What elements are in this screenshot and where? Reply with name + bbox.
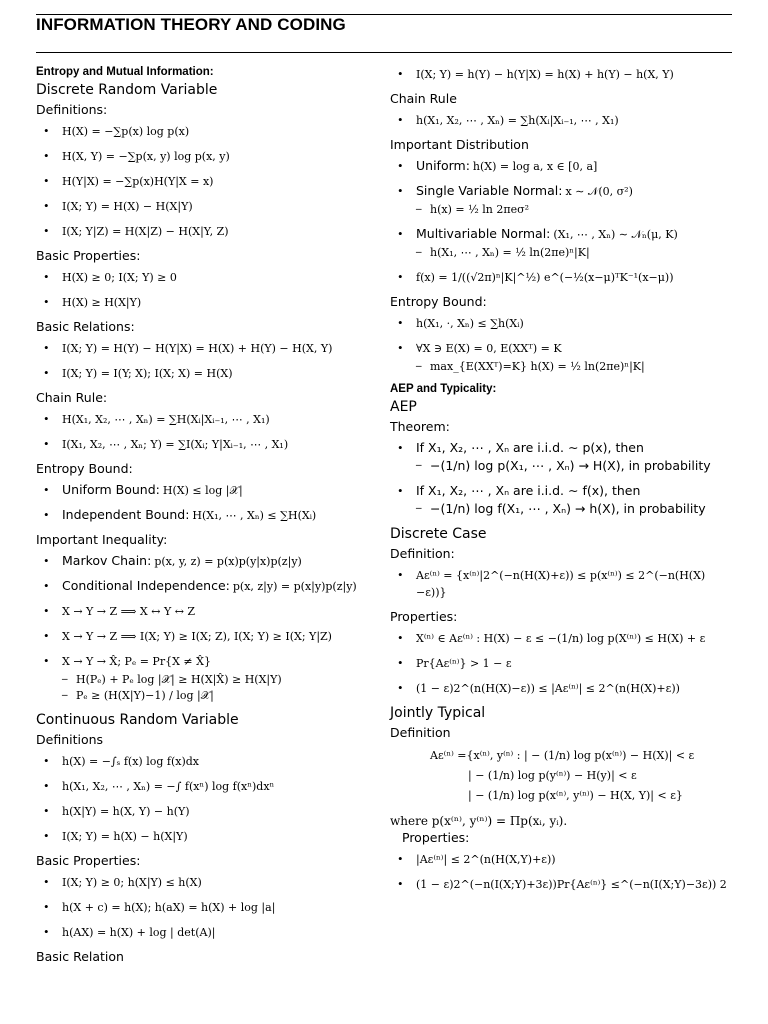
formula: −(1/n) log f(X₁, ⋯ , Xₙ) → h(X), in probability — [430, 501, 706, 516]
theorem-text: If X₁, X₂, ⋯ , Xₙ are i.i.d. ∼ p(x), then — [416, 440, 644, 455]
list-item — [36, 828, 386, 845]
list-item — [36, 899, 386, 916]
heading-chain-rule-cont: Chain Rule — [390, 91, 457, 106]
relations-list — [36, 340, 386, 382]
formula: x ∼ 𝒩(0, σ²) — [565, 185, 633, 198]
formula: I(X₁, X₂, ⋯ , Xₙ; Y) = ∑I(Xᵢ; Y|Xᵢ₋₁, ⋯ , X₁) — [62, 438, 289, 451]
formula: X → Y → Z ⟹ I(X; Y) ≥ I(X; Z), I(X; Y) ≥ I(X; Y|Z) — [62, 630, 332, 643]
formula: Pₑ ≥ (H(X|Y)−1) / log |𝒳| — [76, 689, 214, 702]
list-item — [390, 567, 735, 601]
heading-basic-relations: Basic Relations: — [36, 319, 135, 334]
list-item — [390, 851, 735, 868]
list-item — [390, 226, 735, 261]
sub-item — [62, 688, 386, 704]
formula: p(x, z|y) = p(x|y)p(z|y) — [232, 580, 357, 593]
item-label: Independent Bound: — [62, 507, 190, 522]
list-item — [36, 803, 386, 820]
list-item — [390, 630, 735, 647]
theorem-sublist — [416, 501, 735, 518]
list-item — [390, 440, 735, 475]
list-item — [36, 603, 386, 620]
formula: ∀X ∋ E(X) = 0, E(XXᵀ) = K — [416, 342, 562, 355]
sub-item — [416, 458, 735, 475]
cont-definitions-list — [36, 753, 386, 845]
formula-line: | − (1/n) log p(x⁽ⁿ⁾, y⁽ⁿ⁾) − H(X, Y)| < ε} — [468, 789, 683, 802]
list-item — [36, 269, 386, 286]
list-item — [36, 482, 386, 499]
heading-joint-definition: Definition — [390, 725, 451, 740]
list-item — [390, 158, 735, 175]
formula: I(X; Y) = H(X) − H(X|Y) — [62, 200, 193, 213]
sub-item — [416, 202, 735, 218]
cont-properties-list — [36, 874, 386, 941]
heading-basic-properties: Basic Properties: — [36, 248, 141, 263]
entropy-bound-list — [36, 482, 386, 524]
formula: I(X; Y) = I(Y; X); I(X; X) = H(X) — [62, 367, 233, 380]
document-title: INFORMATION THEORY AND CODING — [36, 15, 346, 34]
theorem-text: If X₁, X₂, ⋯ , Xₙ are i.i.d. ∼ f(x), then — [416, 483, 641, 498]
section-aep: AEP and Typicality: — [390, 383, 497, 395]
formula: Aε⁽ⁿ⁾ = {x⁽ⁿ⁾|2^(−n(H(X)+ε)) ≤ p(x⁽ⁿ⁾) ≤ 2^(−n(H(X)−ε))} — [416, 569, 706, 599]
formula: H(X) = −∑p(x) log p(x) — [62, 125, 190, 138]
sub-item — [416, 501, 735, 518]
heading-cont-definitions: Definitions — [36, 732, 104, 747]
formula: I(X; Y) = h(Y) − h(Y|X) = h(X) + h(Y) − h(X, Y) — [416, 68, 674, 81]
distribution-list — [390, 158, 735, 286]
item-label: Conditional Independence: — [62, 578, 230, 593]
formula-line: Aε⁽ⁿ⁾ ={x⁽ⁿ⁾, y⁽ⁿ⁾ : | − (1/n) log p(x⁽ⁿ⁾) − H(X)| < ε — [430, 749, 695, 762]
sub-item — [62, 672, 386, 688]
discrete-properties-list — [390, 630, 735, 697]
list-item — [36, 436, 386, 453]
heading-important-distribution: Important Distribution — [390, 137, 529, 152]
formula: Pr{Aε⁽ⁿ⁾} > 1 − ε — [416, 657, 512, 670]
formula: h(X|Y) = h(X, Y) − h(Y) — [62, 805, 190, 818]
list-item — [36, 411, 386, 428]
list-item — [36, 340, 386, 357]
list-item — [36, 148, 386, 165]
formula: h(AX) = h(X) + log | det(A)| — [62, 926, 216, 939]
heading-important-inequality: Important Inequality: — [36, 532, 168, 547]
heading-continuous-rv: Continuous Random Variable — [36, 712, 239, 728]
heading-chain-rule: Chain Rule: — [36, 390, 108, 405]
formula: I(X; Y) = h(X) − h(X|Y) — [62, 830, 188, 843]
formula: H(X) ≥ 0; I(X; Y) ≥ 0 — [62, 271, 177, 284]
heading-basic-relation: Basic Relation — [36, 949, 124, 964]
list-item — [36, 123, 386, 140]
list-item — [36, 778, 386, 795]
list-item — [36, 198, 386, 215]
single-normal-sublist — [416, 202, 735, 218]
formula: H(Pₑ) + Pₑ log |𝒳| ≥ H(X|X̂) ≥ H(X|Y) — [76, 673, 282, 686]
formula: h(X) = −∫ₛ f(x) log f(x)dx — [62, 755, 199, 768]
heading-definition: Definition: — [390, 546, 455, 561]
formula: H(X₁, X₂, ⋯ , Xₙ) = ∑H(Xᵢ|Xᵢ₋₁, ⋯ , X₁) — [62, 413, 270, 426]
heading-joint-properties: Properties: — [402, 830, 470, 845]
list-item — [36, 173, 386, 190]
formula: max_{E(XXᵀ)=K} h(X) = ½ ln(2πe)ⁿ|K| — [430, 360, 645, 373]
left-column — [36, 66, 386, 970]
formula: (1 − ε)2^(−n(I(X;Y)+3ε))Pr{Aε⁽ⁿ⁾} ≤^(−n(I(X;Y)−3ε)) 2 — [416, 878, 727, 891]
heading-discrete-case: Discrete Case — [390, 526, 487, 542]
properties-list — [36, 269, 386, 311]
formula: h(X + c) = h(X); h(aX) = h(X) + log |a| — [62, 901, 276, 914]
item-label: Single Variable Normal: — [416, 183, 563, 198]
list-item — [390, 483, 735, 518]
formula-line: | − (1/n) log p(y⁽ⁿ⁾) − H(y)| < ε — [468, 769, 637, 782]
formula: p(x, y, z) = p(x)p(y|x)p(z|y) — [154, 555, 302, 568]
list-item — [36, 874, 386, 891]
formula: I(X; Y) ≥ 0; h(X|Y) ≤ h(X) — [62, 876, 202, 889]
list-item — [390, 340, 735, 375]
list-item — [36, 223, 386, 240]
formula: −(1/n) log p(X₁, ⋯ , Xₙ) → H(X), in probability — [430, 458, 711, 473]
formula: H(Y|X) = −∑p(x)H(Y|X = x) — [62, 175, 214, 188]
formula: h(X₁, X₂, ⋯ , Xₙ) = ∑h(Xᵢ|Xᵢ₋₁, ⋯ , X₁) — [416, 114, 619, 127]
item-label: Uniform Bound: — [62, 482, 160, 497]
chain-rule-list — [36, 411, 386, 453]
formula: X → Y → Z ⟹ X ↔ Y ↔ Z — [62, 605, 196, 618]
joint-typical-definition — [390, 746, 735, 806]
list-item — [36, 507, 386, 524]
list-item — [390, 183, 735, 218]
item-label: Multivariable Normal: — [416, 226, 551, 241]
formula: I(X; Y|Z) = H(X|Z) − H(X|Y, Z) — [62, 225, 229, 238]
chain-rule-cont-list — [390, 112, 735, 129]
list-item — [390, 655, 735, 672]
heading-entropy-bound-cont: Entropy Bound: — [390, 294, 487, 309]
list-item — [36, 294, 386, 311]
entropy-bound-cont-list — [390, 315, 735, 375]
item-label: Uniform: — [416, 158, 470, 173]
formula: h(X₁, ⋯ , Xₙ) = ½ ln(2πe)ⁿ|K| — [430, 246, 590, 259]
max-entropy-sublist — [416, 359, 735, 375]
heading-properties: Properties: — [390, 609, 458, 624]
section-entropy-mi: Entropy and Mutual Information: — [36, 66, 214, 78]
heading-entropy-bound: Entropy Bound: — [36, 461, 133, 476]
heading-cont-properties: Basic Properties: — [36, 853, 141, 868]
list-item — [390, 680, 735, 697]
where-clause: where p(x⁽ⁿ⁾, y⁽ⁿ⁾) = Πp(xᵢ, yᵢ). — [390, 814, 568, 828]
formula: X → Y → X̂; Pₑ = Pr{X ≠ X̂} — [62, 655, 211, 668]
list-item — [36, 628, 386, 645]
heading-definitions: Definitions: — [36, 102, 108, 117]
top-relation-list — [390, 66, 735, 83]
formula: (X₁, ⋯ , Xₙ) ∼ 𝒩ₙ(μ, K) — [553, 228, 678, 241]
formula: X⁽ⁿ⁾ ∈ Aε⁽ⁿ⁾ : H(X) − ε ≤ −(1/n) log p(X⁽ⁿ⁾) ≤ H(X) + ε — [416, 632, 706, 645]
list-item — [36, 578, 386, 595]
formula: h(X₁, ·, Xₙ) ≤ ∑h(Xᵢ) — [416, 317, 524, 330]
inequality-list — [36, 553, 386, 704]
joint-properties-list — [390, 851, 735, 893]
list-item — [390, 112, 735, 129]
sub-item — [416, 245, 735, 261]
list-item — [36, 753, 386, 770]
formula: (1 − ε)2^(n(H(X)−ε)) ≤ |Aε⁽ⁿ⁾| ≤ 2^(n(H(X)+ε)) — [416, 682, 680, 695]
fano-sublist — [62, 672, 386, 704]
theorem-list — [390, 440, 735, 518]
list-item — [390, 876, 735, 893]
formula: H(X, Y) = −∑p(x, y) log p(x, y) — [62, 150, 230, 163]
formula: H(X) ≥ H(X|Y) — [62, 296, 142, 309]
list-item — [36, 924, 386, 941]
list-item — [390, 315, 735, 332]
list-item — [36, 365, 386, 382]
formula: H(X) ≤ log |𝒳| — [162, 484, 243, 497]
heading-theorem: Theorem: — [390, 419, 450, 434]
formula: h(X) = log a, x ∈ [0, a] — [472, 160, 598, 173]
formula: H(X₁, ⋯ , Xₙ) ≤ ∑H(Xᵢ) — [192, 509, 317, 522]
list-item — [36, 553, 386, 570]
title-rule — [36, 52, 732, 53]
right-column — [390, 66, 735, 901]
formula: I(X; Y) = H(Y) − H(Y|X) = H(X) + H(Y) − H(X, Y) — [62, 342, 333, 355]
formula: h(x) = ½ ln 2πeσ² — [430, 203, 529, 216]
heading-jointly-typical: Jointly Typical — [390, 705, 486, 721]
heading-aep: AEP — [390, 399, 417, 415]
formula: h(X₁, X₂, ⋯ , Xₙ) = −∫ f(xⁿ) log f(xⁿ)dxⁿ — [62, 780, 275, 793]
list-item — [390, 269, 735, 286]
formula: |Aε⁽ⁿ⁾| ≤ 2^(n(H(X,Y)+ε)) — [416, 853, 556, 866]
item-label: Markov Chain: — [62, 553, 152, 568]
heading-discrete-rv: Discrete Random Variable — [36, 82, 218, 98]
formula: f(x) = 1/((√2π)ⁿ|K|^½) e^(−½(x−μ)ᵀK⁻¹(x−μ)) — [416, 271, 674, 284]
list-item — [390, 66, 735, 83]
theorem-sublist — [416, 458, 735, 475]
multi-normal-sublist — [416, 245, 735, 261]
list-item — [36, 653, 386, 704]
discrete-definition-list — [390, 567, 735, 601]
definitions-list — [36, 123, 386, 240]
sub-item — [416, 359, 735, 375]
